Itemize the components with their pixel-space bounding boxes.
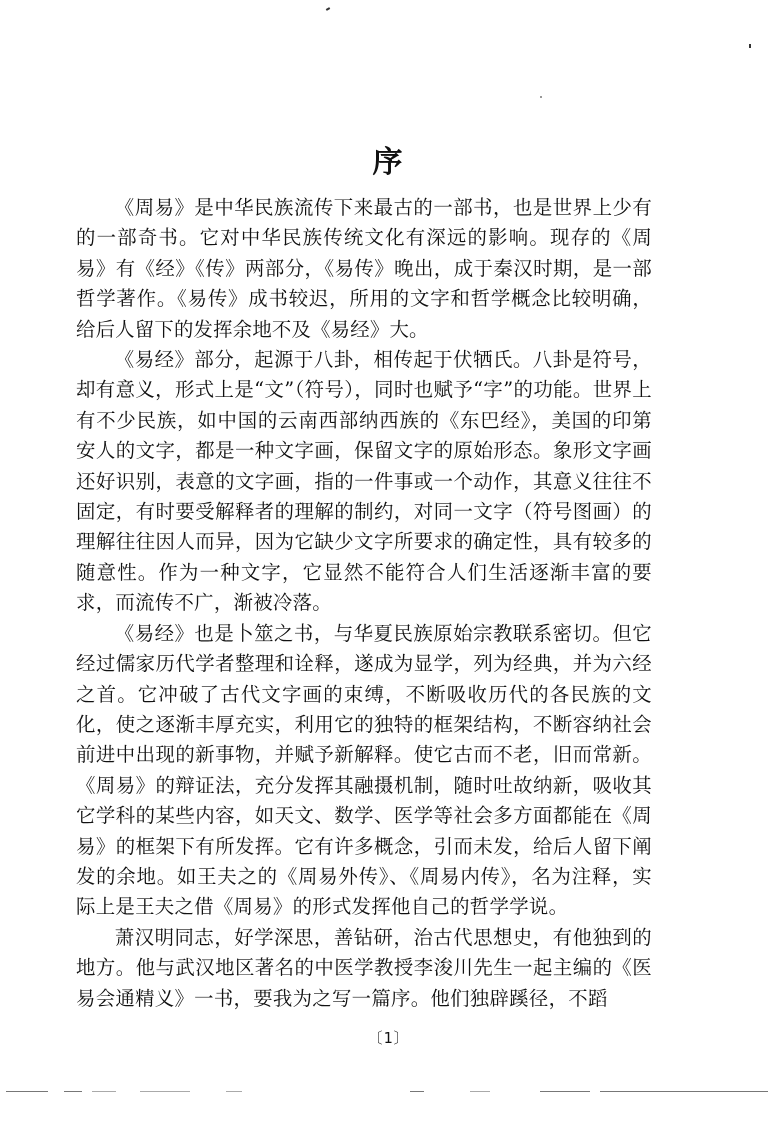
scan-speck bbox=[540, 96, 542, 98]
scan-line bbox=[540, 1091, 590, 1092]
body-text bbox=[76, 193, 652, 1014]
paragraph-2: 《易经》部分，起源于八卦，相传起于伏牺氏。八卦是符号，却有意义，形式上是“文”（符号），同时也赋予“字”的功能。世界上有不少民族，如中国的云南西部纳西族的《东巴经》，美国的印第安人的文字，都是一种文字画，保留文字的原始形态。象形文字画还好识别，表意的文字画，指的一件事或一个动作，其意义往往不固定，有时要受解释者的理解的制约，对同一文字（符号图画）的理解往往因人而异，因为它缺少文字所要求的确定性，具有较多的随意性。作为一种文字，它显然不能符合人们生活逐渐丰富的要求，而流传不广，渐被冷落。 bbox=[76, 348, 652, 615]
paragraph-3: 《易经》也是卜筮之书，与华夏民族原始宗教联系密切。但它经过儒家历代学者整理和诠释，遂成为显学，列为经典，并为六经之首。它冲破了古代文字画的束缚，不断吸收历代的各民族的文化，使之逐渐丰厚充实，利用它的独特的框架结构，不断容纳社会前进中出现的新事物，并赋予新解释。使它古而不老，旧而常新。《周易》的辩证法，充分发挥其融摄机制，随时吐故纳新，吸收其它学科的某些内容，如天文、数学、医学等社会多方面都能在《周易》的框架下有所发挥。它有许多概念，引而未发，给后人留下阐发的余地。如王夫之的《周易外传》、《周易内传》，名为注释，实际上是王夫之借《周易》的形式发挥他自己的哲学学说。 bbox=[76, 621, 652, 919]
scan-line bbox=[226, 1091, 242, 1092]
scan-line bbox=[600, 1091, 768, 1092]
paragraph-1: 《周易》是中华民族流传下来最古的一部书，也是世界上少有的一部奇书。它对中华民族传统文化有深远的影响。现存的《周易》有《经》《传》两部分，《易传》晚出，成于秦汉时期，是一部哲学著作。《易传》成书较迟，所用的文字和哲学概念比较明确，给后人留下的发挥余地不及《易经》大。 bbox=[76, 196, 652, 341]
scan-line bbox=[6, 1091, 48, 1092]
page-title: 序 bbox=[372, 145, 405, 180]
scan-line bbox=[410, 1091, 424, 1092]
page-number: 〔1〕 bbox=[367, 1029, 410, 1047]
scan-speck bbox=[326, 7, 330, 11]
scan-line bbox=[470, 1091, 490, 1092]
scan-line bbox=[140, 1091, 190, 1092]
scan-line bbox=[64, 1091, 82, 1092]
scan-line bbox=[92, 1091, 116, 1092]
scan-speck bbox=[749, 44, 751, 48]
paragraph-4: 萧汉明同志，好学深思，善钻研，治古代思想史，有他独到的地方。他与武汉地区著名的中医学教授李浚川先生一起主编的《医易会通精义》一书，要我为之写一篇序。他们独辟蹊径，不蹈 bbox=[76, 925, 652, 1010]
